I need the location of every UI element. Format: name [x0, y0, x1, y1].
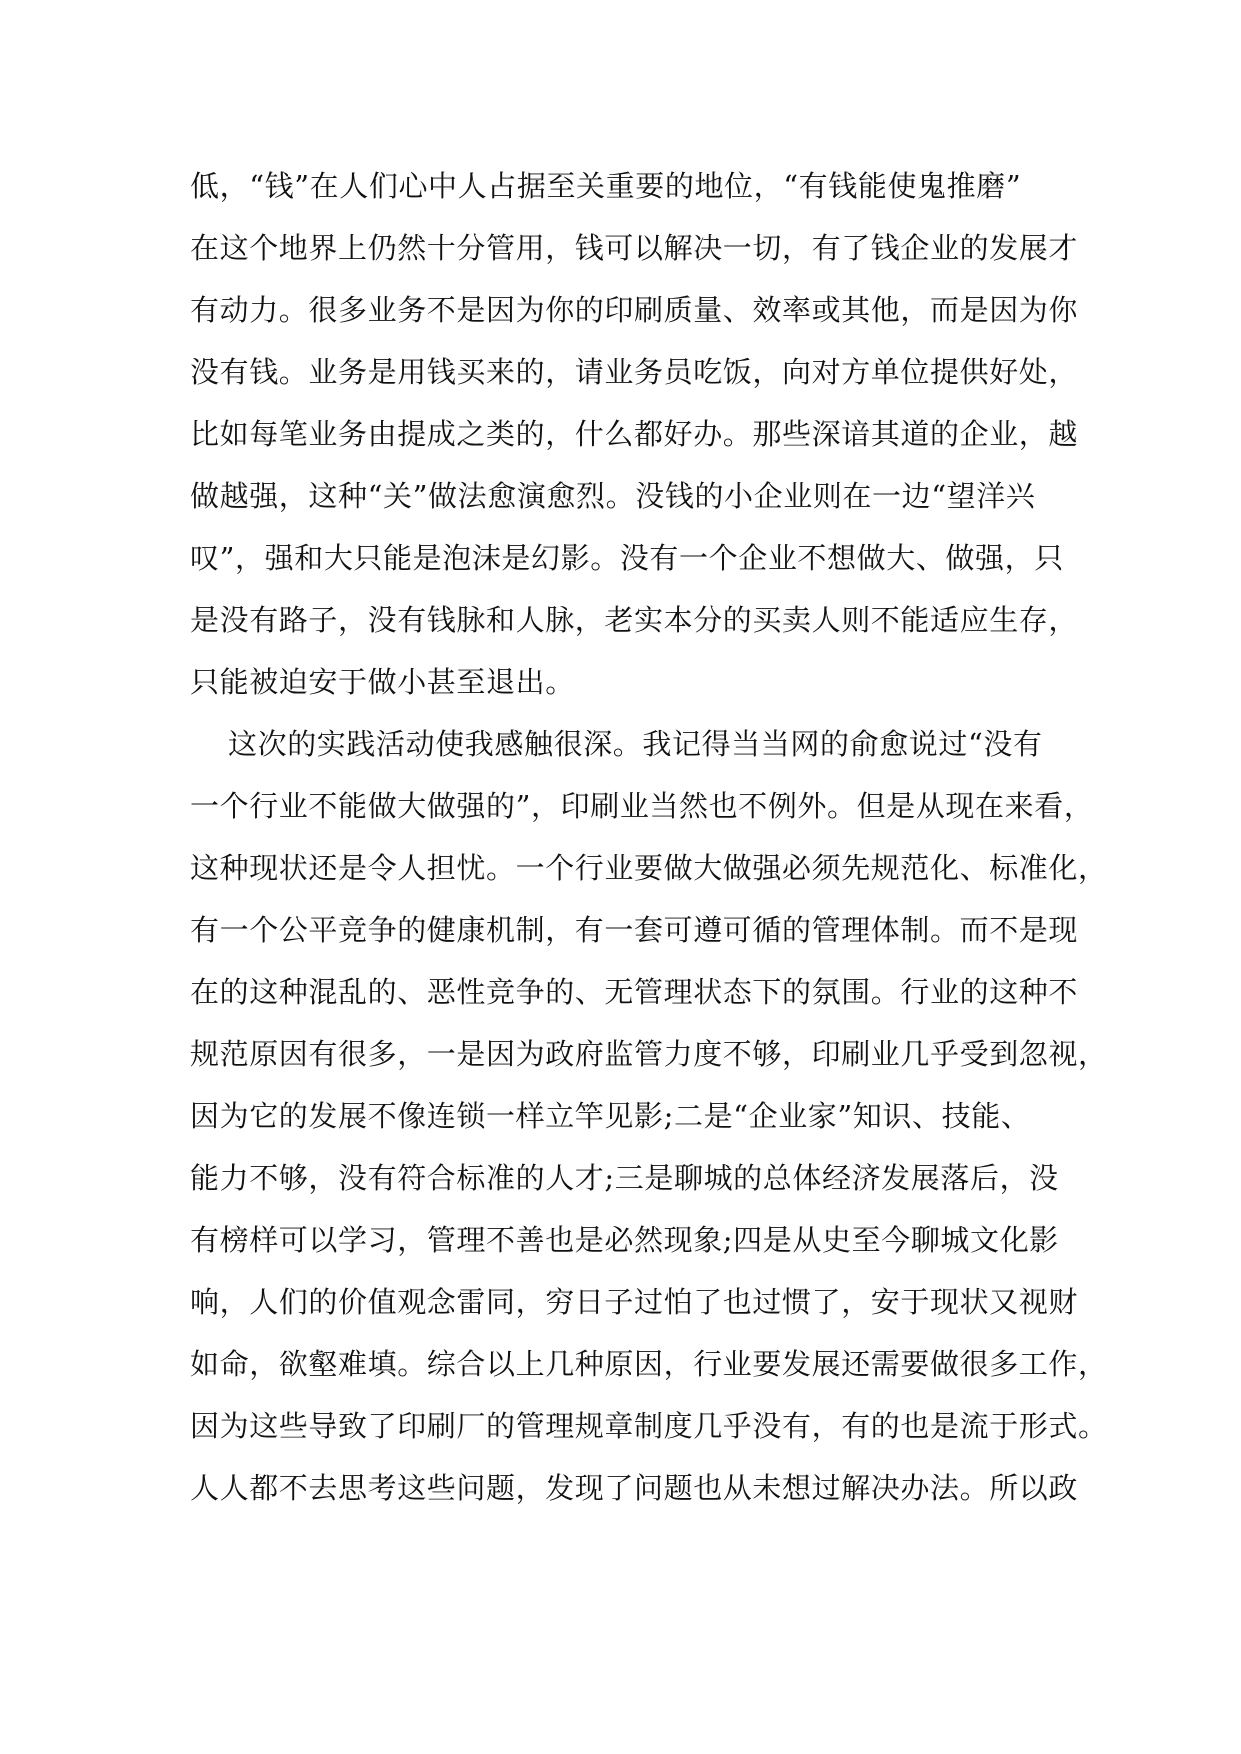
text-line: 没有钱。业务是用钱买来的，请业务员吃饭，向对方单位提供好处，	[190, 355, 1079, 389]
paragraph-continuation	[190, 155, 1090, 713]
text-line: 在的这种混乱的、恶性竞争的、无管理状态下的氛围。行业的这种不	[190, 975, 1079, 1009]
text-line: 规范原因有很多，一是因为政府监管力度不够，印刷业几乎受到忽视，	[190, 1037, 1108, 1071]
document-body	[190, 155, 1108, 1519]
text-line: 能力不够，没有符合标准的人才;三是聊城的总体经济发展落后，没	[190, 1161, 1059, 1195]
text-line: 做越强，这种“关”做法愈演愈烈。没钱的小企业则在一边“望洋兴	[190, 479, 1036, 513]
text-line: 比如每笔业务由提成之类的，什么都好办。那些深谙其道的企业，越	[190, 417, 1079, 451]
text-line-indented: 这次的实践活动使我感触很深。我记得当当网的俞愈说过“没有	[228, 727, 1043, 761]
text-line: 如命，欲壑难填。综合以上几种原因，行业要发展还需要做很多工作，	[190, 1347, 1108, 1381]
text-line: 一个行业不能做大做强的”，印刷业当然也不例外。但是从现在来看，	[190, 789, 1094, 823]
text-line: 因为这些导致了印刷厂的管理规章制度几乎没有，有的也是流于形式。	[190, 1409, 1108, 1443]
paragraph-practice-reflection	[190, 713, 1108, 1519]
text-line: 是没有路子，没有钱脉和人脉，老实本分的买卖人则不能适应生存，	[190, 603, 1079, 637]
text-line: 这种现状还是令人担忧。一个行业要做大做强必须先规范化、标准化，	[190, 851, 1108, 885]
text-line: 有一个公平竞争的健康机制，有一套可遵可循的管理体制。而不是现	[190, 913, 1079, 947]
text-line: 有榜样可以学习，管理不善也是必然现象;四是从史至今聊城文化影	[190, 1223, 1059, 1257]
text-line: 有动力。很多业务不是因为你的印刷质量、效率或其他，而是因为你	[190, 293, 1079, 327]
text-line: 因为它的发展不像连锁一样立竿见影;二是“企业家”知识、技能、	[190, 1099, 1031, 1133]
text-line: 低，“钱”在人们心中人占据至关重要的地位，“有钱能使鬼推磨”	[190, 169, 1022, 203]
text-line: 人人都不去思考这些问题，发现了问题也从未想过解决办法。所以政	[190, 1471, 1079, 1505]
text-line: 叹”，强和大只能是泡沫是幻影。没有一个企业不想做大、做强，只	[190, 541, 1064, 575]
text-line: 只能被迫安于做小甚至退出。	[190, 665, 575, 699]
text-line: 在这个地界上仍然十分管用，钱可以解决一切，有了钱企业的发展才	[190, 231, 1079, 265]
text-line: 响，人们的价值观念雷同，穷日子过怕了也过惯了，安于现状又视财	[190, 1285, 1079, 1319]
